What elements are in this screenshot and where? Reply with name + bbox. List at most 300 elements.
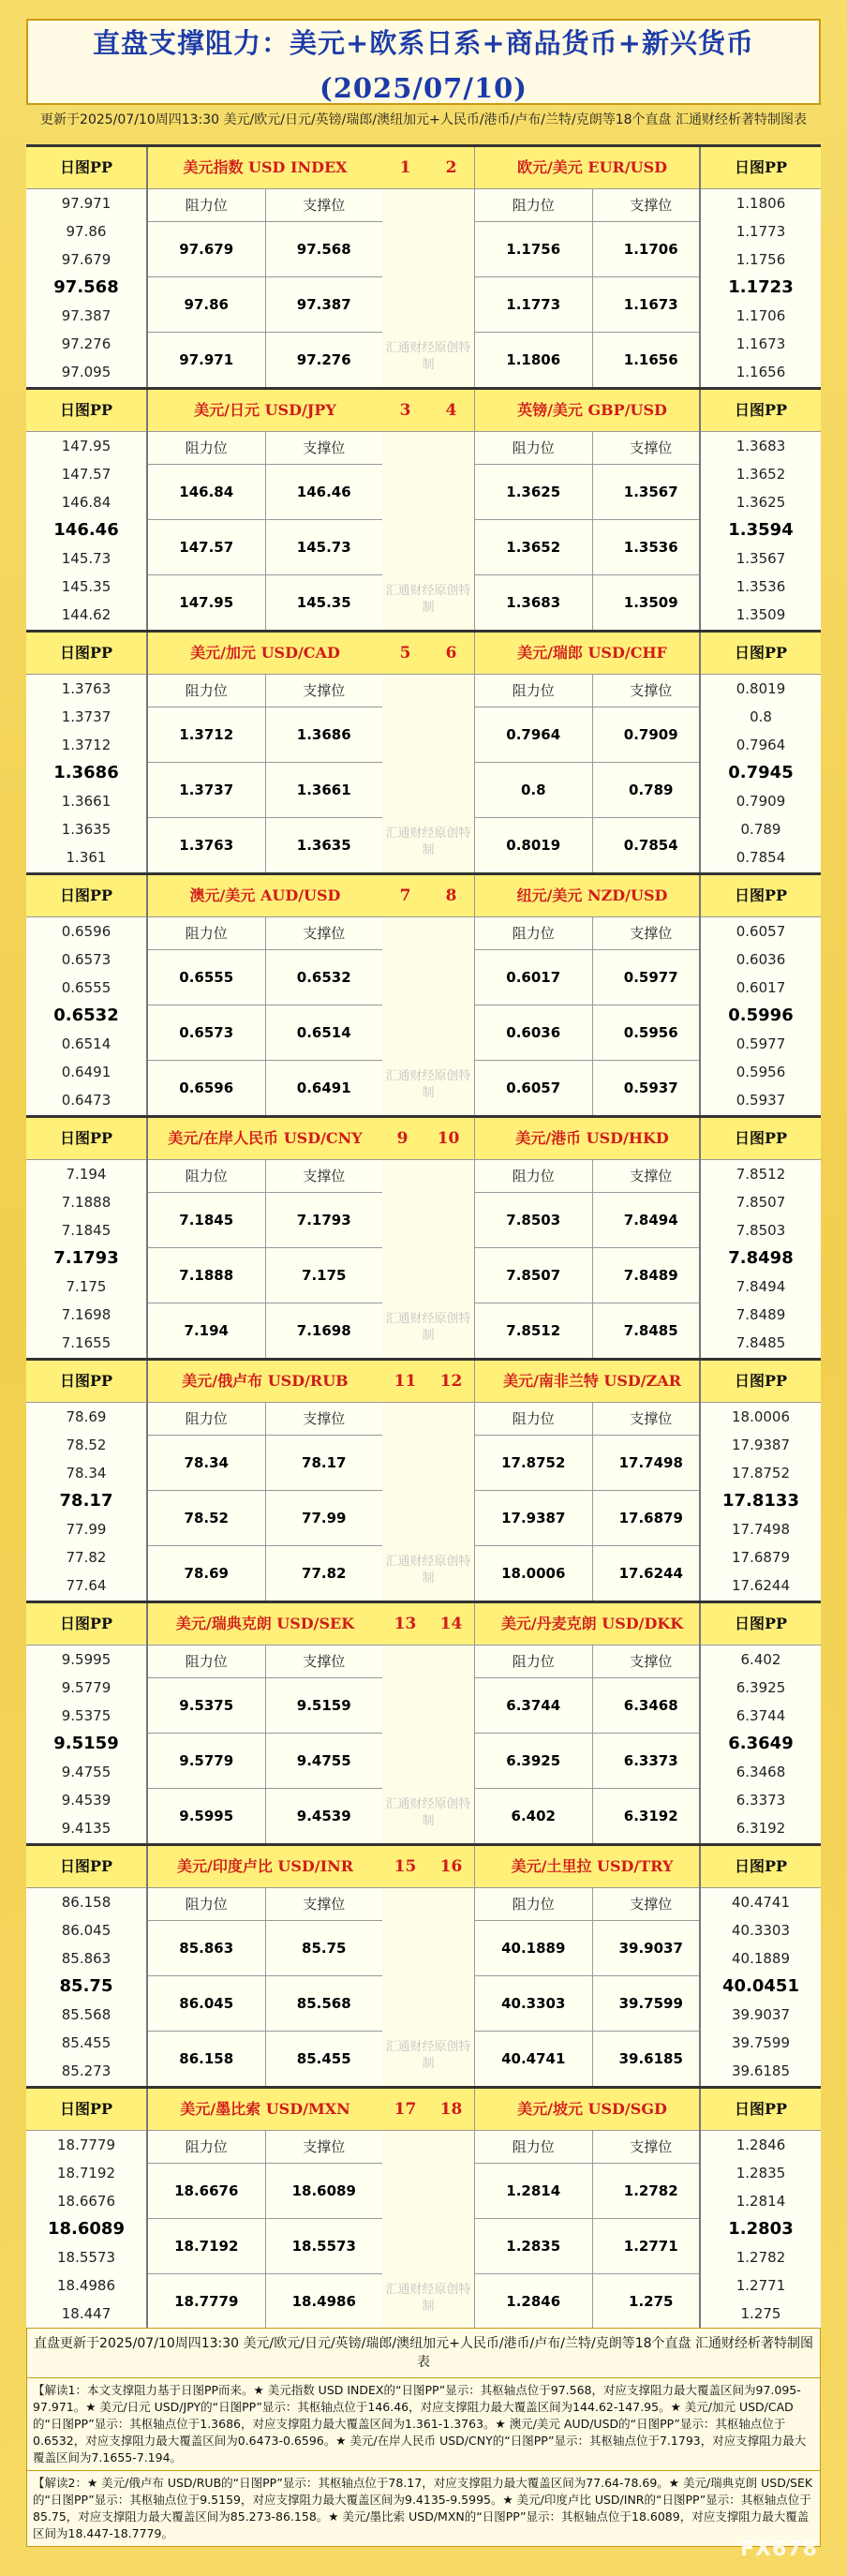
pp-level-value: 0.6491 [61,1064,111,1080]
pp-column-left [26,390,148,630]
pair-name: 美元/港币 USD/HKD [475,1118,709,1160]
resistance-value: 1.1806 [475,333,593,387]
table-row [475,1734,709,1789]
pp-level-value: 0.6573 [61,951,111,968]
support-header: 支撑位 [630,1896,673,1913]
resistance-value: 6.3744 [475,1678,593,1733]
support-header: 支撑位 [303,439,346,456]
pp-level-value: 145.35 [61,578,111,595]
resistance-value: 0.8 [475,763,593,817]
pair-table-right [474,633,709,872]
pair-number: 1 [399,158,411,177]
resistance-value: 1.3763 [148,818,266,872]
pp-level-value: 145.73 [61,550,111,567]
support-header: 支撑位 [303,1653,346,1670]
support-value: 1.1673 [623,296,678,313]
pp-level-value: 0.8019 [736,680,786,697]
resistance-value: 7.8507 [475,1248,593,1303]
table-row [148,465,382,520]
pair-block [26,1118,821,1361]
table-row [148,1546,382,1601]
support-value: 0.5956 [623,1024,678,1041]
pp-level-value: 1.361 [66,849,107,866]
pivot-point-value: 7.1793 [53,1248,119,1268]
pair-name: 美元/加元 USD/CAD [148,633,382,675]
pp-level-value: 85.273 [61,2062,111,2079]
pp-column-right [699,1118,821,1358]
pp-level-value: 0.5937 [736,1092,786,1109]
pp-level-value: 7.1655 [61,1334,111,1351]
resistance-value: 7.8503 [475,1193,593,1247]
pair-column-headers [148,917,382,950]
table-row [475,763,709,818]
support-value: 97.276 [296,351,351,368]
pair-block [26,633,821,875]
resistance-header: 阻力位 [475,675,593,707]
resistance-value: 6.3925 [475,1734,593,1788]
pair-number: 3 [399,401,411,420]
table-row [475,465,709,520]
table-row [475,1921,709,1976]
pp-level-value: 6.3373 [736,1792,786,1809]
resistance-value: 86.045 [148,1976,266,2031]
pp-header: 日图PP [26,2089,146,2131]
support-value: 1.3635 [296,837,351,854]
support-value: 85.455 [296,2050,351,2067]
resistance-value: 7.8512 [475,1303,593,1358]
footer-note-1: 【解读1：本文支撑阻力基于日图PP而来。★ 美元指数 USD INDEX的“日图PP”显示：其枢轴点位于97.568，对应支撑阻力最大覆盖区间为97.095-97.971。★ 美元/日元 USD/JPY的“日图PP”显示：其枢轴点位于146.46，对应支撑阻力最大覆盖区间为144.62-147.95。★ 美元/加元 USD/CAD的“日图PP”显示：其枢轴点位于1.3686，对应支撑阻力最大覆盖区间为1.361-1.3763。★ 澳元/美元 AUD/USD的“日图PP”显示：其枢轴点位于0.6532，对应支撑阻力最大覆盖区间为0.6473-0.6596。★ 美元/在岸人民币 USD/CNY的“日图PP”显示：其枢轴点位于7.1793，对应支撑阻力最大覆盖区间为7.1655-7.194。 [27,2378,820,2471]
table-row [475,1248,709,1303]
pp-level-value: 77.82 [66,1549,107,1566]
pp-level-value: 7.175 [66,1278,107,1295]
resistance-value: 18.6676 [148,2164,266,2218]
pp-level-value: 0.6596 [61,923,111,940]
footer-panel [26,2328,821,2547]
pair-table-right [474,1846,709,2086]
pair-column-headers [148,675,382,707]
pivot-point-value: 0.7945 [728,763,794,782]
pivot-point-value: 146.46 [53,520,119,540]
pp-header: 日图PP [26,1846,146,1888]
pair-block [26,1846,821,2089]
pp-level-value: 17.8752 [731,1465,791,1482]
support-value: 18.5573 [291,2238,356,2255]
resistance-value: 97.679 [148,222,266,276]
pp-level-value: 85.863 [61,1950,111,1967]
resistance-value: 7.1845 [148,1193,266,1247]
table-row [148,333,382,387]
support-value: 39.7599 [618,1995,683,2012]
pair-block [26,390,821,633]
pp-level-value: 1.3536 [736,578,786,595]
pair-name: 美元/俄卢布 USD/RUB [148,1361,382,1403]
support-header: 支撑位 [303,1896,346,1913]
table-row [148,277,382,333]
pp-level-value: 0.7964 [736,737,786,753]
resistance-value: 147.95 [148,575,266,630]
block-number-column [382,633,474,872]
resistance-value: 1.2835 [475,2219,593,2273]
pp-level-value: 78.69 [66,1408,107,1425]
table-row [148,818,382,872]
block-numbers [382,1846,474,1888]
pp-level-value: 0.6017 [736,979,786,996]
table-row [475,1061,709,1115]
pivot-point-value: 7.8498 [728,1248,794,1268]
resistance-value: 18.0006 [475,1546,593,1601]
support-value: 0.5937 [623,1080,678,1096]
resistance-value: 78.69 [148,1546,266,1601]
pp-level-value: 1.1756 [736,251,786,268]
resistance-header: 阻力位 [148,917,266,949]
resistance-header: 阻力位 [148,675,266,707]
support-value: 77.82 [302,1565,347,1582]
pair-number: 2 [445,158,457,177]
pair-table-right [474,2089,709,2329]
support-value: 85.75 [302,1940,347,1957]
pair-number: 14 [439,1615,463,1633]
support-value: 0.7854 [623,837,678,854]
block-number-column [382,390,474,630]
support-value: 145.35 [296,594,351,611]
table-row [475,333,709,387]
pp-level-value: 97.387 [61,307,111,324]
pp-level-value: 86.158 [61,1894,111,1911]
support-value: 0.789 [629,782,674,798]
pp-level-value: 9.5995 [61,1651,111,1668]
pp-header: 日图PP [26,1361,146,1403]
watermark-text: 汇通财经原创特制 [385,2040,471,2071]
pp-level-value: 18.447 [61,2305,111,2322]
table-row [475,575,709,630]
pair-number: 6 [445,644,457,663]
table-row [475,1546,709,1601]
pp-header: 日图PP [701,1603,821,1645]
pp-level-value: 18.7192 [56,2165,116,2181]
resistance-header: 阻力位 [475,1888,593,1920]
pp-level-value: 7.1845 [61,1222,111,1239]
pair-table-right [474,875,709,1115]
support-value: 39.9037 [618,1940,683,1957]
pair-number: 18 [439,2100,463,2119]
pair-column-headers [475,432,709,465]
table-row [148,222,382,277]
table-row [475,2032,709,2086]
pair-name: 英镑/美元 GBP/USD [475,390,709,432]
resistance-value: 78.34 [148,1436,266,1490]
table-row [148,1734,382,1789]
pp-column-right [699,1603,821,1843]
pp-level-value: 0.7854 [736,849,786,866]
resistance-value: 40.3303 [475,1976,593,2031]
support-value: 0.5977 [623,969,678,986]
pp-level-value: 1.275 [740,2305,781,2322]
pp-level-value: 1.2771 [736,2277,786,2294]
support-header: 支撑位 [630,682,673,699]
pp-level-value: 1.3625 [736,494,786,511]
pair-name: 美元/日元 USD/JPY [148,390,382,432]
pair-table-left [148,390,383,630]
resistance-value: 0.6017 [475,950,593,1005]
pp-level-value: 78.34 [66,1465,107,1482]
resistance-value: 0.7964 [475,707,593,762]
pp-header: 日图PP [26,633,146,675]
pair-number: 13 [394,1615,417,1633]
support-value: 1.2771 [623,2238,678,2255]
pp-level-value: 7.194 [66,1166,107,1183]
pair-column-headers [148,2131,382,2164]
pivot-point-value: 17.8133 [722,1491,799,1511]
pp-level-value: 9.4135 [61,1820,111,1837]
support-value: 18.6089 [291,2182,356,2199]
table-row [148,1193,382,1248]
pair-table-right [474,147,709,387]
block-numbers [382,390,474,432]
resistance-value: 1.2814 [475,2164,593,2218]
pp-header: 日图PP [701,1361,821,1403]
pair-column-headers [148,1160,382,1193]
pair-column-headers [148,189,382,222]
watermark-text: 汇通财经原创特制 [385,1069,471,1100]
support-header: 支撑位 [303,925,346,942]
table-row [475,1005,709,1061]
resistance-value: 17.8752 [475,1436,593,1490]
pp-column-left [26,875,148,1115]
pp-header: 日图PP [701,2089,821,2131]
resistance-header: 阻力位 [148,1888,266,1920]
support-header: 支撑位 [630,439,673,456]
pp-level-value: 39.9037 [731,2006,791,2023]
block-numbers [382,147,474,189]
support-value: 9.4539 [296,1808,351,1824]
pp-level-value: 1.3661 [61,793,111,810]
resistance-value: 86.158 [148,2032,266,2086]
pp-level-value: 0.6057 [736,923,786,940]
support-header: 支撑位 [630,197,673,214]
pair-number: 16 [439,1857,463,1876]
pp-level-value: 40.3303 [731,1922,791,1939]
table-row [475,707,709,763]
resistance-value: 1.3737 [148,763,266,817]
support-value: 18.4986 [291,2293,356,2310]
support-value: 9.5159 [296,1697,351,1714]
resistance-header: 阻力位 [475,2131,593,2163]
pair-number: 12 [439,1372,463,1391]
resistance-value: 17.9387 [475,1491,593,1545]
pp-level-value: 147.57 [61,466,111,483]
support-value: 1.1656 [623,351,678,368]
resistance-header: 阻力位 [475,189,593,221]
pp-level-value: 7.8489 [736,1306,786,1323]
resistance-header: 阻力位 [475,1403,593,1435]
block-number-column [382,1118,474,1358]
pair-block [26,875,821,1118]
resistance-value: 6.402 [475,1789,593,1843]
pp-column-right [699,633,821,872]
support-value: 1.1706 [623,241,678,258]
fx678-watermark: FX678 [740,2538,818,2561]
pp-level-value: 0.6514 [61,1035,111,1052]
pair-name: 澳元/美元 AUD/USD [148,875,382,917]
pair-table-left [148,1846,383,2086]
table-row [148,2164,382,2219]
watermark-text: 汇通财经原创特制 [385,584,471,615]
resistance-header: 阻力位 [475,1160,593,1192]
table-row [475,277,709,333]
support-value: 7.8489 [623,1267,678,1284]
table-row [148,1436,382,1491]
pp-level-value: 7.8512 [736,1166,786,1183]
support-value: 1.3509 [623,594,678,611]
footer-note-2: 【解读2：★ 美元/俄卢布 USD/RUB的“日图PP”显示：其枢轴点位于78.17，对应支撑阻力最大覆盖区间为77.64-78.69。★ 美元/瑞典克朗 USD/SEK的“日图PP”显示：其枢轴点位于9.5159，对应支撑阻力最大覆盖区间为9.4135-9.5995。★ 美元/印度卢比 USD/INR的“日图PP”显示：其枢轴点位于85.75，对应支撑阻力最大覆盖区间为85.273-86.158。★ 美元/墨比索 USD/MXN的“日图PP”显示：其枢轴点位于18.6089，对应支撑阻力最大覆盖区间为18.447-18.7779。 [33,2476,813,2540]
pp-column-left [26,633,148,872]
pp-level-value: 0.7909 [736,793,786,810]
resistance-value: 0.6555 [148,950,266,1005]
pp-level-value: 17.7498 [731,1521,791,1538]
table-row [148,1976,382,2032]
support-header: 支撑位 [630,1653,673,1670]
resistance-value: 78.52 [148,1491,266,1545]
block-number-column [382,875,474,1115]
table-row [475,2164,709,2219]
resistance-value: 1.1773 [475,277,593,332]
pp-column-left [26,1846,148,2086]
table-row [148,1789,382,1843]
pp-level-value: 78.52 [66,1437,107,1453]
page-title: 直盘支撑阻力：美元+欧系日系+商品货币+新兴货币(2025/07/10) [93,27,754,104]
support-value: 7.1793 [296,1212,351,1228]
table-row [148,1303,382,1358]
support-value: 9.4755 [296,1752,351,1769]
pp-level-value: 1.3712 [61,737,111,753]
resistance-value: 0.6573 [148,1005,266,1060]
title-panel [26,19,821,127]
pp-level-value: 39.7599 [731,2034,791,2051]
table-row [475,1976,709,2032]
pair-block [26,2089,821,2331]
pair-number: 8 [445,886,457,905]
table-row [475,950,709,1005]
pair-number: 7 [399,886,411,905]
pair-column-headers [475,1645,709,1678]
pp-header: 日图PP [26,147,146,189]
pivot-point-value: 0.5996 [728,1005,794,1025]
pp-level-value: 0.6036 [736,951,786,968]
resistance-header: 阻力位 [148,432,266,464]
resistance-value: 97.86 [148,277,266,332]
block-numbers [382,1361,474,1403]
support-value: 1.3661 [296,782,351,798]
support-value: 7.8485 [623,1322,678,1339]
table-row [148,2274,382,2329]
pp-level-value: 1.3652 [736,466,786,483]
pp-level-value: 0.5977 [736,1035,786,1052]
pivot-point-value: 1.1723 [728,277,794,297]
pp-level-value: 77.99 [66,1521,107,1538]
pp-level-value: 17.9387 [731,1437,791,1453]
table-row [148,950,382,1005]
watermark-text: 汇通财经原创特制 [385,2283,471,2314]
table-row [148,1491,382,1546]
watermark-text: 汇通财经原创特制 [385,1797,471,1828]
resistance-value: 7.194 [148,1303,266,1358]
pair-block [26,144,821,390]
pivot-point-value: 6.3649 [728,1734,794,1753]
pp-level-value: 6.3925 [736,1679,786,1696]
table-row [148,1005,382,1061]
pair-block [26,1603,821,1846]
pp-header: 日图PP [701,147,821,189]
pair-table-right [474,1118,709,1358]
resistance-header: 阻力位 [148,1645,266,1677]
support-value: 97.568 [296,241,351,258]
block-numbers [382,2089,474,2131]
table-row [475,2274,709,2329]
pair-number: 11 [394,1372,417,1391]
pp-level-value: 147.95 [61,438,111,454]
pp-level-value: 18.7779 [56,2137,116,2153]
pair-name: 美元/坡元 USD/SGD [475,2089,709,2131]
pair-column-headers [148,1403,382,1436]
support-value: 17.7498 [618,1454,683,1471]
pair-block [26,1361,821,1603]
pair-column-headers [475,189,709,222]
pp-level-value: 0.6555 [61,979,111,996]
pair-name: 美元指数 USD INDEX [148,147,382,189]
pair-column-headers [475,2131,709,2164]
watermark-text: 汇通财经原创特制 [385,1555,471,1586]
block-number-column [382,1361,474,1601]
resistance-header: 阻力位 [148,2131,266,2163]
pair-column-headers [475,675,709,707]
resistance-value: 18.7192 [148,2219,266,2273]
pp-level-value: 7.8485 [736,1334,786,1351]
table-row [148,1061,382,1115]
support-value: 6.3373 [623,1752,678,1769]
table-row [148,1248,382,1303]
pp-header: 日图PP [701,390,821,432]
footer-update: 直盘更新于2025/07/10周四13:30 美元/欧元/日元/英镑/瑞郎/澳纽加元+人民币/港币/卢布/兰特/克朗等18个直盘 汇通财经析著特制图表 [27,2329,820,2378]
support-header: 支撑位 [630,1168,673,1184]
pair-number: 17 [394,2100,417,2119]
resistance-value: 7.1888 [148,1248,266,1303]
pp-level-value: 97.86 [66,223,107,240]
pp-level-value: 7.8503 [736,1222,786,1239]
pp-level-value: 0.5956 [736,1064,786,1080]
resistance-value: 0.6036 [475,1005,593,1060]
pp-level-value: 1.3567 [736,550,786,567]
pp-header: 日图PP [26,1118,146,1160]
pp-header: 日图PP [26,875,146,917]
pivot-point-value: 1.3686 [53,763,119,782]
pivot-point-value: 97.568 [53,277,119,297]
support-value: 7.1698 [296,1322,351,1339]
pp-level-value: 144.62 [61,606,111,623]
pp-level-value: 77.64 [66,1577,107,1594]
support-value: 6.3468 [623,1697,678,1714]
table-row [148,520,382,575]
support-header: 支撑位 [303,2138,346,2155]
support-value: 1.2782 [623,2182,678,2199]
resistance-value: 9.5995 [148,1789,266,1843]
resistance-header: 阻力位 [475,432,593,464]
pair-table-right [474,1361,709,1601]
resistance-value: 1.3712 [148,707,266,762]
pp-level-value: 0.8 [750,708,772,725]
pair-name: 美元/在岸人民币 USD/CNY [148,1118,382,1160]
pivot-point-value: 40.0451 [722,1976,799,1996]
pp-level-value: 18.4986 [56,2277,116,2294]
